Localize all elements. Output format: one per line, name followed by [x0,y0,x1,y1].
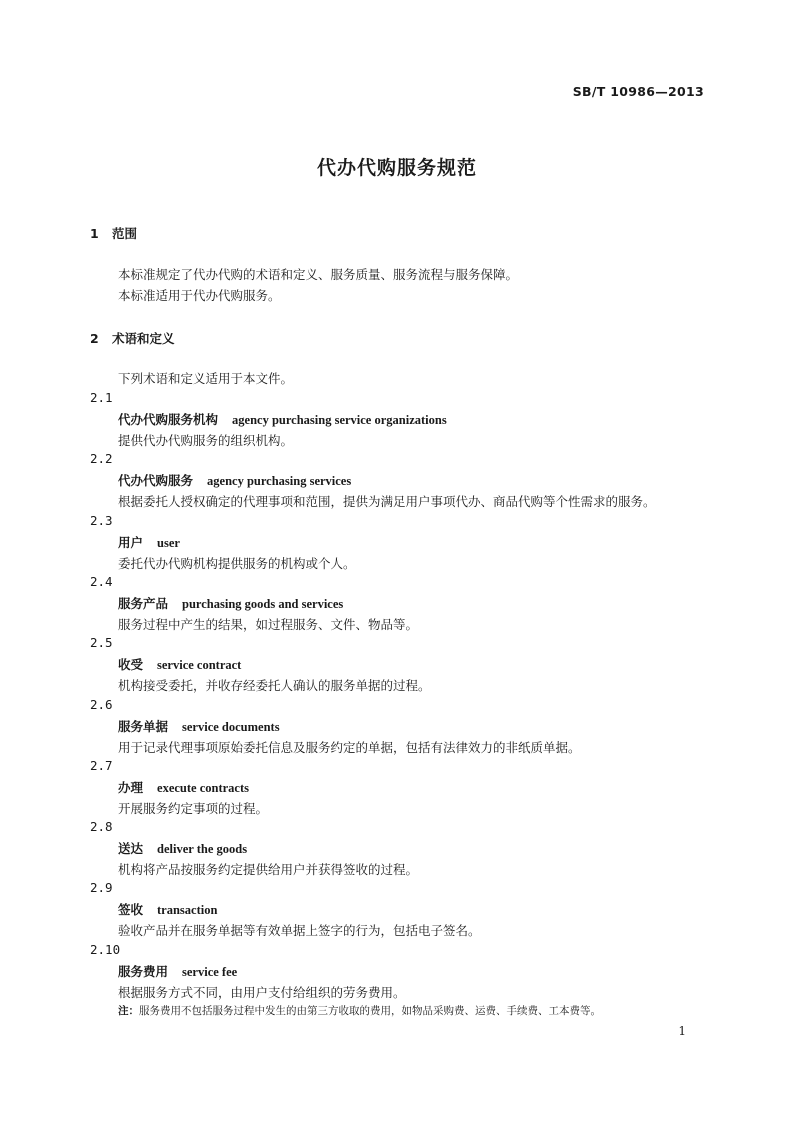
term-definition: 服务过程中产生的结果，如过程服务、文件、物品等。 [118,616,419,632]
page-number: 1 [678,1024,686,1038]
term-heading [118,533,180,551]
section-number: 2 [90,331,99,346]
term-en: service documents [182,719,280,734]
paragraph: 本标准规定了代办代购的术语和定义、服务质量、服务流程与服务保障。 [118,267,519,282]
term-definition: 根据服务方式不同，由用户支付给组织的劳务费用。 [118,984,406,1000]
section-2-intro: 下列术语和定义适用于本文件。 [118,371,294,386]
term-zh: 签收 [118,902,144,918]
term-heading [118,594,343,612]
term-heading [118,962,237,980]
term-zh: 代办代购服务 [118,473,194,489]
term-zh: 代办代购服务机构 [118,412,219,427]
paragraph: 本标准适用于代办代购服务。 [118,288,281,303]
term-number: 2.7 [90,757,113,773]
term-number: 2.2 [90,451,113,467]
term-zh: 服务费用 [118,963,169,979]
term-definition: 用于记录代理事项原始委托信息及服务约定的单据，包括有法律效力的非纸质单据。 [118,739,581,755]
document-title: 代办代购服务规范 [316,157,477,179]
term-en: execute contracts [157,780,249,795]
term-number: 2.4 [90,573,113,589]
term-definition: 机构接受委托，并收存经委托人确认的服务单据的过程。 [118,678,431,694]
term-definition: 开展服务约定事项的过程。 [118,800,269,816]
term-heading [118,839,247,857]
term-number: 2.1 [90,390,113,405]
term-heading [118,471,351,489]
term-number: 2.5 [90,635,113,651]
term-heading [118,717,280,735]
term-en: agency purchasing service organizations [232,413,447,427]
term-heading [118,410,447,428]
term-number: 2.3 [90,512,113,528]
term-zh: 服务单据 [118,718,169,734]
term-en: purchasing goods and services [182,596,344,611]
term-en: agency purchasing services [207,474,352,489]
term-definition: 提供代办代购服务的组织机构。 [118,433,294,448]
term-heading [118,655,241,673]
term-zh: 收受 [118,657,144,673]
term-number: 2.6 [90,696,113,712]
term-definition: 根据委托人授权确定的代理事项和范围，提供为满足用户事项代办、商品代购等个性需求的服务。 [118,494,656,510]
term-zh: 送达 [118,841,144,857]
term-definition: 机构将产品按服务约定提供给用户并获得签收的过程。 [118,862,419,878]
term-en: service fee [182,964,238,979]
term-number: 2.10 [90,941,121,957]
term-en: transaction [157,903,218,918]
note [118,1003,601,1018]
standard-code: SB/T 10986—2013 [572,84,704,99]
term-definition: 验收产品并在服务单据等有效单据上签字的行为，包括电子签名。 [118,923,481,939]
term-number: 2.9 [90,880,113,896]
note-text: 服务费用不包括服务过程中发生的由第三方收取的费用，如物品采购费、运费、手续费、工本费等。 [139,1005,601,1017]
note-label: 注： [118,1005,139,1017]
term-heading [118,778,249,796]
term-heading [118,900,217,918]
section-title: 术语和定义 [112,331,175,346]
section-number: 1 [90,226,99,241]
term-zh: 办理 [118,779,144,795]
section-2-heading [90,329,175,347]
term-zh: 用户 [118,534,144,550]
section-title: 范围 [112,226,138,241]
term-en: user [157,535,180,550]
term-definition: 委托代办代购机构提供服务的机构或个人。 [118,555,356,571]
term-number: 2.8 [90,819,113,835]
term-zh: 服务产品 [118,595,169,611]
term-en: deliver the goods [157,842,248,857]
section-1-heading [90,224,137,242]
term-en: service contract [157,658,242,673]
